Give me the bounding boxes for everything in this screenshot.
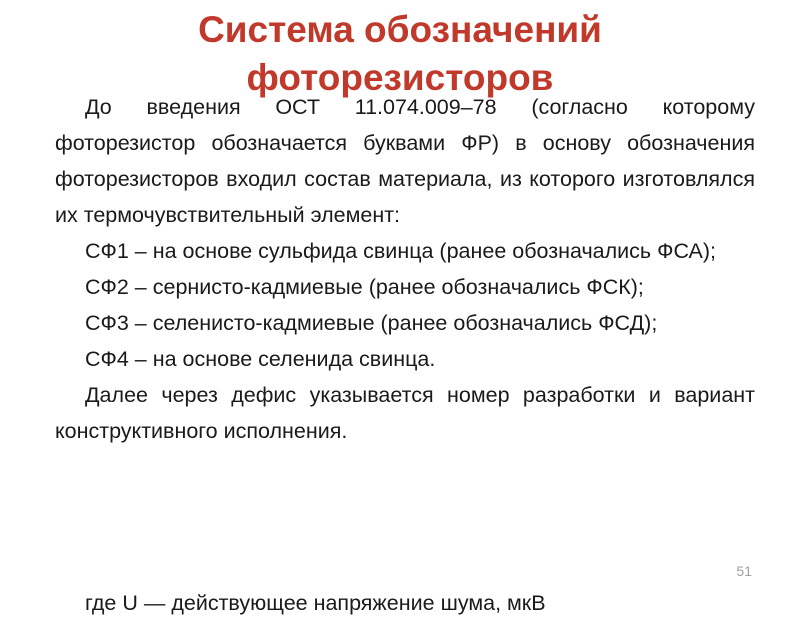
cut-off-text-line: где U — действующее напряжение шума, мкВ <box>85 591 546 615</box>
paragraph-sf1: СФ1 – на основе сульфида свинца (ранее обозначались ФСА); <box>85 239 716 263</box>
paragraph-intro: До введения ОСТ 11.074.009–78 (согласно которому фоторезистор обозначается буквами ФР) в основу обозначения фоторезисторов входил состав материала, из которого изготовлялся их термочувствительный элемент: <box>55 95 755 227</box>
paragraph-sf3: СФ3 – селенисто-кадмиевые (ранее обозначались ФСД); <box>85 311 658 335</box>
paragraph-sf4: СФ4 – на основе селенида свинца. <box>85 347 436 371</box>
slide-title <box>0 6 800 102</box>
title-line-1: Система обозначений <box>198 9 602 50</box>
paragraph-conclusion: Далее через дефис указывается номер разработки и вариант конструктивного исполнения. <box>55 383 755 443</box>
page-number: 51 <box>736 563 752 579</box>
paragraph-sf2: СФ2 – сернисто-кадмиевые (ранее обозначались ФСК); <box>85 275 644 299</box>
slide-body <box>55 89 755 449</box>
title-line-2: фоторезисторов <box>246 57 554 98</box>
